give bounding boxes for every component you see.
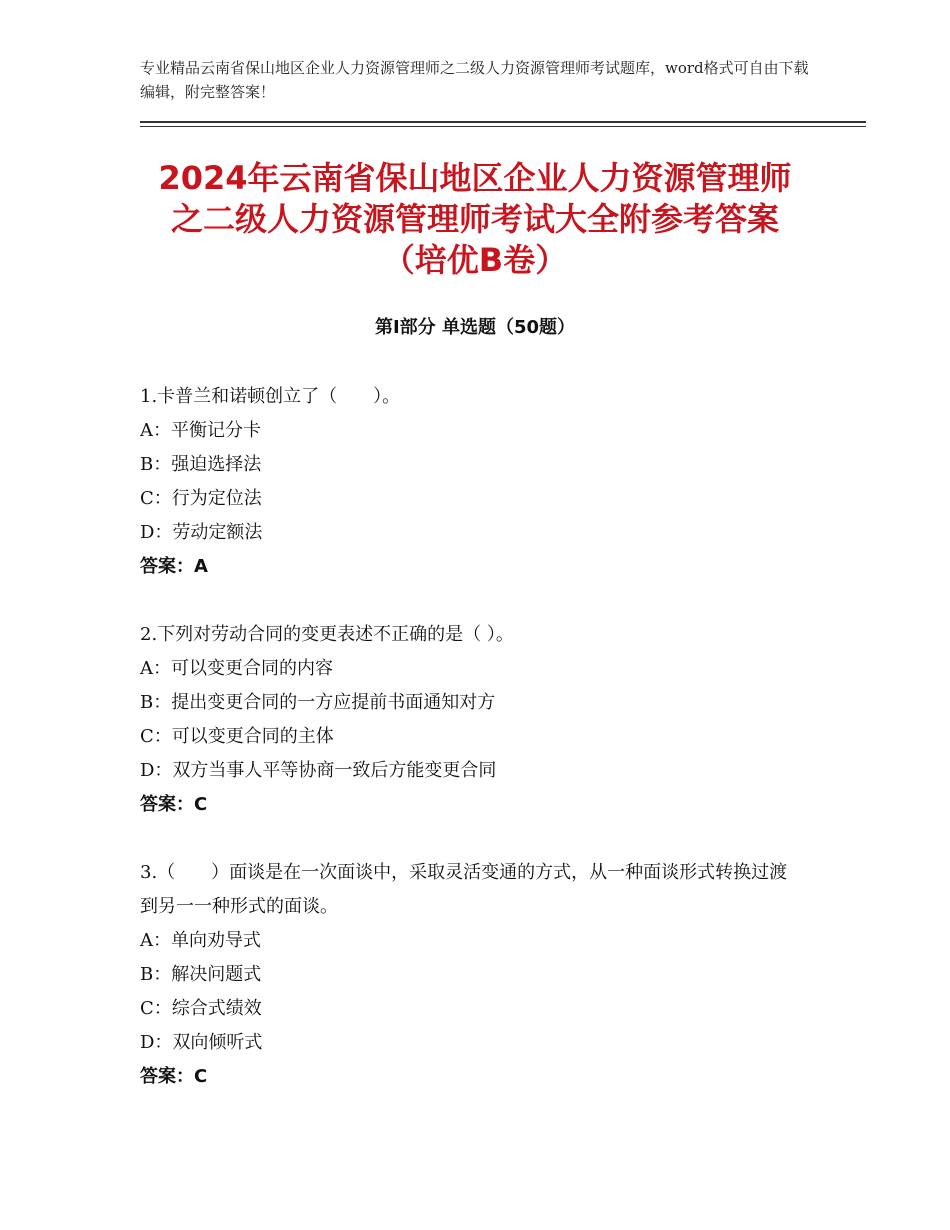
option-d: D：双方当事人平等协商一致后方能变更合同 xyxy=(140,760,497,781)
title-line-2: 之二级人力资源管理师考试大全附参考答案 xyxy=(170,200,779,238)
option-c: C：可以变更合同的主体 xyxy=(140,726,334,747)
title-line-1: 2024年云南省保山地区企业人力资源管理师 xyxy=(158,159,792,197)
title-line-3: （培优B卷） xyxy=(382,241,568,279)
option-b: B：解决问题式 xyxy=(140,964,262,985)
option-d: D：劳动定额法 xyxy=(140,522,263,543)
option-d: D：双向倾听式 xyxy=(140,1032,263,1053)
question-1 xyxy=(140,380,800,584)
question-list xyxy=(140,380,800,1128)
question-3 xyxy=(140,856,800,1094)
option-a: A：平衡记分卡 xyxy=(140,420,261,441)
question-stem: 1.卡普兰和诺顿创立了（ ）。 xyxy=(140,386,401,407)
option-c: C：综合式绩效 xyxy=(140,998,262,1019)
answer: 答案：C xyxy=(140,1066,208,1087)
option-a: A：可以变更合同的内容 xyxy=(140,658,333,679)
option-c: C：行为定位法 xyxy=(140,488,262,509)
header-rule-thick xyxy=(140,121,866,123)
header-rule-thin xyxy=(140,126,866,127)
option-b: B：强迫选择法 xyxy=(140,454,262,475)
header-note: 专业精品云南省保山地区企业人力资源管理师之二级人力资源管理师考试题库，word格式可自由下载编辑，附完整答案！ xyxy=(140,59,809,101)
document-title xyxy=(120,158,830,281)
option-b: B：提出变更合同的一方应提前书面通知对方 xyxy=(140,692,496,713)
answer: 答案：C xyxy=(140,794,208,815)
question-stem: 2.下列对劳动合同的变更表述不正确的是（ ）。 xyxy=(140,624,514,645)
part-heading: 第Ⅰ部分 单选题（50题） xyxy=(374,317,575,338)
answer: 答案：A xyxy=(140,556,208,577)
option-a: A：单向劝导式 xyxy=(140,930,261,951)
question-stem: 3.（ ）面谈是在一次面谈中，采取灵活变通的方式，从一种面谈形式转换过渡到另一一种形式的面谈。 xyxy=(140,862,788,917)
question-2 xyxy=(140,618,800,822)
